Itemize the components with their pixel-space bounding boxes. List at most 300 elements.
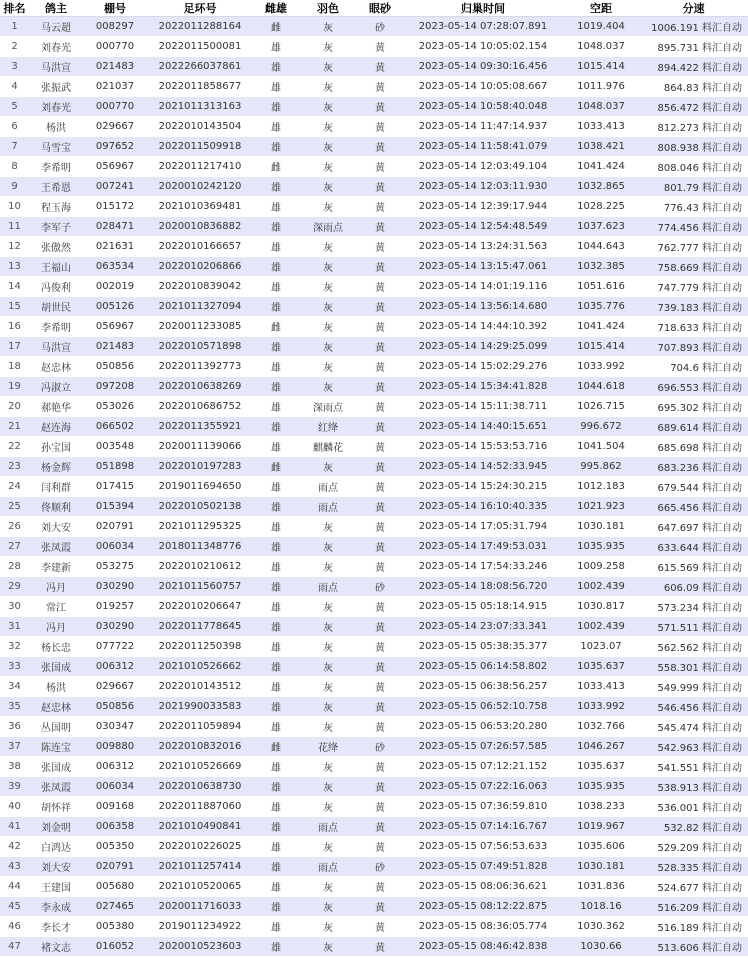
- sex-cell: 雄: [253, 877, 299, 897]
- speed-cell: 538.913 料汇自动: [639, 777, 748, 797]
- speed-cell: 606.09 料汇自动: [639, 577, 748, 597]
- eye-cell: 黄: [357, 237, 403, 257]
- arrival-cell: 2023-05-15 06:38:56.257: [403, 677, 563, 697]
- color-cell: 灰: [299, 117, 357, 137]
- rank-cell: 34: [0, 677, 29, 697]
- rank-cell: 2: [0, 37, 29, 57]
- color-cell: 灰: [299, 677, 357, 697]
- speed-cell: 542.963 料汇自动: [639, 737, 748, 757]
- owner-cell: 王希恩: [29, 177, 83, 197]
- rank-cell: 7: [0, 137, 29, 157]
- color-cell: 雨点: [299, 857, 357, 877]
- loft-cell: 056967: [83, 157, 147, 177]
- distance-cell: 1030.817: [563, 597, 639, 617]
- distance-cell: 1030.181: [563, 517, 639, 537]
- sex-cell: 雄: [253, 237, 299, 257]
- loft-cell: 027465: [83, 897, 147, 917]
- distance-cell: 1035.935: [563, 777, 639, 797]
- table-row[interactable]: [0, 417, 748, 437]
- loft-cell: 019257: [83, 597, 147, 617]
- color-cell: 灰: [299, 617, 357, 637]
- eye-cell: 黄: [357, 277, 403, 297]
- rank-cell: 1: [0, 17, 29, 37]
- owner-cell: 李建新: [29, 557, 83, 577]
- owner-cell: 闫利群: [29, 477, 83, 497]
- color-cell: 灰: [299, 637, 357, 657]
- distance-cell: 1044.643: [563, 237, 639, 257]
- sex-cell: 雄: [253, 437, 299, 457]
- table-row[interactable]: [0, 877, 748, 897]
- rank-cell: 40: [0, 797, 29, 817]
- speed-cell: 808.938 料汇自动: [639, 137, 748, 157]
- col-header-ring[interactable]: 足环号: [147, 0, 253, 17]
- ring-cell: 2022011217410: [147, 157, 253, 177]
- arrival-cell: 2023-05-14 14:29:25.099: [403, 337, 563, 357]
- arrival-cell: 2023-05-14 15:02:29.276: [403, 357, 563, 377]
- sex-cell: 雄: [253, 137, 299, 157]
- distance-cell: 1012.183: [563, 477, 639, 497]
- ring-cell: 2018011348776: [147, 537, 253, 557]
- owner-cell: 褚文志: [29, 937, 83, 957]
- arrival-cell: 2023-05-14 15:24:30.215: [403, 477, 563, 497]
- eye-cell: 黄: [357, 817, 403, 837]
- table-row[interactable]: [0, 217, 748, 237]
- distance-cell: 1032.865: [563, 177, 639, 197]
- table-row[interactable]: [0, 577, 748, 597]
- ring-cell: 2022010197283: [147, 457, 253, 477]
- ring-cell: 2020011716033: [147, 897, 253, 917]
- arrival-cell: 2023-05-15 07:12:21.152: [403, 757, 563, 777]
- speed-cell: 615.569 料汇自动: [639, 557, 748, 577]
- arrival-cell: 2023-05-14 12:39:17.944: [403, 197, 563, 217]
- color-cell: 灰: [299, 657, 357, 677]
- loft-cell: 056967: [83, 317, 147, 337]
- rank-cell: 13: [0, 257, 29, 277]
- arrival-cell: 2023-05-15 05:18:14.915: [403, 597, 563, 617]
- rank-cell: 5: [0, 97, 29, 117]
- table-row[interactable]: [0, 317, 748, 337]
- table-row[interactable]: [0, 677, 748, 697]
- ring-cell: 2022266037861: [147, 57, 253, 77]
- table-row[interactable]: [0, 77, 748, 97]
- rank-cell: 39: [0, 777, 29, 797]
- speed-cell: 524.677 料汇自动: [639, 877, 748, 897]
- table-row[interactable]: [0, 297, 748, 317]
- rank-cell: 3: [0, 57, 29, 77]
- col-header-speed[interactable]: 分速: [639, 0, 748, 17]
- eye-cell: 黄: [357, 797, 403, 817]
- col-header-arrival[interactable]: 归巢时间: [403, 0, 563, 17]
- owner-cell: 冯月: [29, 577, 83, 597]
- color-cell: 灰: [299, 697, 357, 717]
- ring-cell: 2022011392773: [147, 357, 253, 377]
- distance-cell: 1041.424: [563, 157, 639, 177]
- table-row[interactable]: [0, 657, 748, 677]
- rank-cell: 11: [0, 217, 29, 237]
- loft-cell: 097208: [83, 377, 147, 397]
- ring-cell: 2022010686752: [147, 397, 253, 417]
- arrival-cell: 2023-05-15 08:12:22.875: [403, 897, 563, 917]
- owner-cell: 杨金辉: [29, 457, 83, 477]
- loft-cell: 009880: [83, 737, 147, 757]
- speed-cell: 546.456 料汇自动: [639, 697, 748, 717]
- eye-cell: 黄: [357, 597, 403, 617]
- loft-cell: 006358: [83, 817, 147, 837]
- sex-cell: 雄: [253, 397, 299, 417]
- distance-cell: 1037.623: [563, 217, 639, 237]
- eye-cell: 黄: [357, 377, 403, 397]
- ring-cell: 2021010526662: [147, 657, 253, 677]
- ring-cell: 2022011250398: [147, 637, 253, 657]
- loft-cell: 006034: [83, 537, 147, 557]
- rank-cell: 8: [0, 157, 29, 177]
- owner-cell: 李长才: [29, 917, 83, 937]
- distance-cell: 1035.637: [563, 657, 639, 677]
- distance-cell: 1038.421: [563, 137, 639, 157]
- eye-cell: 黄: [357, 97, 403, 117]
- loft-cell: 015172: [83, 197, 147, 217]
- arrival-cell: 2023-05-14 10:58:40.048: [403, 97, 563, 117]
- speed-cell: 647.697 料汇自动: [639, 517, 748, 537]
- rank-cell: 20: [0, 397, 29, 417]
- table-row[interactable]: [0, 717, 748, 737]
- header-row: [0, 0, 748, 17]
- loft-cell: 005350: [83, 837, 147, 857]
- table-row[interactable]: [0, 637, 748, 657]
- owner-cell: 马云超: [29, 17, 83, 37]
- loft-cell: 006034: [83, 777, 147, 797]
- table-row[interactable]: [0, 117, 748, 137]
- ring-cell: 2022010206647: [147, 597, 253, 617]
- speed-cell: 774.456 料汇自动: [639, 217, 748, 237]
- color-cell: 灰: [299, 877, 357, 897]
- table-row[interactable]: [0, 277, 748, 297]
- eye-cell: 黄: [357, 497, 403, 517]
- distance-cell: 996.672: [563, 417, 639, 437]
- arrival-cell: 2023-05-14 15:53:53.716: [403, 437, 563, 457]
- table-row[interactable]: [0, 377, 748, 397]
- loft-cell: 015394: [83, 497, 147, 517]
- table-row[interactable]: [0, 137, 748, 157]
- arrival-cell: 2023-05-15 07:36:59.810: [403, 797, 563, 817]
- eye-cell: 黄: [357, 897, 403, 917]
- arrival-cell: 2023-05-14 17:54:33.246: [403, 557, 563, 577]
- ring-cell: 2021010520065: [147, 877, 253, 897]
- speed-cell: 665.456 料汇自动: [639, 497, 748, 517]
- color-cell: 灰: [299, 97, 357, 117]
- sex-cell: 雌: [253, 157, 299, 177]
- color-cell: 花绛: [299, 737, 357, 757]
- distance-cell: 1048.037: [563, 37, 639, 57]
- ring-cell: 2022011509918: [147, 137, 253, 157]
- loft-cell: 053026: [83, 397, 147, 417]
- arrival-cell: 2023-05-15 08:36:05.774: [403, 917, 563, 937]
- color-cell: 灰: [299, 277, 357, 297]
- table-row[interactable]: [0, 697, 748, 717]
- loft-cell: 021037: [83, 77, 147, 97]
- table-row[interactable]: [0, 337, 748, 357]
- color-cell: 灰: [299, 137, 357, 157]
- arrival-cell: 2023-05-15 08:06:36.621: [403, 877, 563, 897]
- sex-cell: 雄: [253, 517, 299, 537]
- table-row[interactable]: [0, 817, 748, 837]
- color-cell: 雨点: [299, 577, 357, 597]
- sex-cell: 雄: [253, 857, 299, 877]
- ring-cell: 2022010143512: [147, 677, 253, 697]
- rank-cell: 38: [0, 757, 29, 777]
- col-header-distance[interactable]: 空距: [563, 0, 639, 17]
- eye-cell: 黄: [357, 397, 403, 417]
- sex-cell: 雄: [253, 897, 299, 917]
- color-cell: 深雨点: [299, 397, 357, 417]
- loft-cell: 016052: [83, 937, 147, 957]
- ring-cell: 2020011139066: [147, 437, 253, 457]
- speed-cell: 856.472 料汇自动: [639, 97, 748, 117]
- speed-cell: 536.001 料汇自动: [639, 797, 748, 817]
- speed-cell: 683.236 料汇自动: [639, 457, 748, 477]
- table-row[interactable]: [0, 837, 748, 857]
- rank-cell: 41: [0, 817, 29, 837]
- owner-cell: 冯淑立: [29, 377, 83, 397]
- table-row[interactable]: [0, 97, 748, 117]
- rank-cell: 42: [0, 837, 29, 857]
- sex-cell: 雄: [253, 57, 299, 77]
- rank-cell: 22: [0, 437, 29, 457]
- table-row[interactable]: [0, 617, 748, 637]
- ring-cell: 2021011313163: [147, 97, 253, 117]
- sex-cell: 雄: [253, 717, 299, 737]
- table-row[interactable]: [0, 57, 748, 77]
- eye-cell: 黄: [357, 777, 403, 797]
- distance-cell: 1023.07: [563, 637, 639, 657]
- sex-cell: 雄: [253, 117, 299, 137]
- sex-cell: 雄: [253, 557, 299, 577]
- sex-cell: 雌: [253, 457, 299, 477]
- table-row[interactable]: [0, 437, 748, 457]
- eye-cell: 黄: [357, 517, 403, 537]
- speed-cell: 689.614 料汇自动: [639, 417, 748, 437]
- distance-cell: 1015.414: [563, 337, 639, 357]
- rank-cell: 27: [0, 537, 29, 557]
- eye-cell: 砂: [357, 17, 403, 37]
- ring-cell: 2022011887060: [147, 797, 253, 817]
- ring-cell: 2021011295325: [147, 517, 253, 537]
- sex-cell: 雄: [253, 197, 299, 217]
- table-row[interactable]: [0, 237, 748, 257]
- owner-cell: 刘春光: [29, 97, 83, 117]
- distance-cell: 1033.992: [563, 697, 639, 717]
- distance-cell: 1031.836: [563, 877, 639, 897]
- distance-cell: 1041.504: [563, 437, 639, 457]
- distance-cell: 1032.385: [563, 257, 639, 277]
- ring-cell: 2022010210612: [147, 557, 253, 577]
- owner-cell: 赵忠林: [29, 697, 83, 717]
- loft-cell: 030290: [83, 617, 147, 637]
- eye-cell: 黄: [357, 57, 403, 77]
- sex-cell: 雄: [253, 617, 299, 637]
- table-row[interactable]: [0, 497, 748, 517]
- col-header-sex[interactable]: 雌雄: [253, 0, 299, 17]
- distance-cell: 1044.618: [563, 377, 639, 397]
- sex-cell: 雄: [253, 357, 299, 377]
- ring-cell: 2022010638269: [147, 377, 253, 397]
- speed-cell: 776.43 料汇自动: [639, 197, 748, 217]
- owner-cell: 张国成: [29, 757, 83, 777]
- col-header-eye[interactable]: 眼砂: [357, 0, 403, 17]
- distance-cell: 1002.439: [563, 617, 639, 637]
- table-row[interactable]: [0, 797, 748, 817]
- color-cell: 灰: [299, 777, 357, 797]
- table-row[interactable]: [0, 917, 748, 937]
- rank-cell: 31: [0, 617, 29, 637]
- table-row[interactable]: [0, 537, 748, 557]
- eye-cell: 黄: [357, 537, 403, 557]
- sex-cell: 雄: [253, 777, 299, 797]
- col-header-rank[interactable]: 排名: [0, 0, 29, 17]
- loft-cell: 051898: [83, 457, 147, 477]
- owner-cell: 张凤霞: [29, 777, 83, 797]
- owner-cell: 常江: [29, 597, 83, 617]
- table-row[interactable]: [0, 37, 748, 57]
- loft-cell: 005380: [83, 917, 147, 937]
- speed-cell: 801.79 料汇自动: [639, 177, 748, 197]
- table-row[interactable]: [0, 857, 748, 877]
- sex-cell: 雄: [253, 577, 299, 597]
- rank-cell: 21: [0, 417, 29, 437]
- table-row[interactable]: [0, 17, 748, 37]
- ring-cell: 2022010839042: [147, 277, 253, 297]
- ring-cell: 2020010836882: [147, 217, 253, 237]
- owner-cell: 张国成: [29, 657, 83, 677]
- arrival-cell: 2023-05-14 18:08:56.720: [403, 577, 563, 597]
- owner-cell: 胡怀祥: [29, 797, 83, 817]
- distance-cell: 1038.233: [563, 797, 639, 817]
- eye-cell: 黄: [357, 877, 403, 897]
- table-row[interactable]: [0, 457, 748, 477]
- distance-cell: 1019.967: [563, 817, 639, 837]
- owner-cell: 王福山: [29, 257, 83, 277]
- speed-cell: 529.209 料汇自动: [639, 837, 748, 857]
- rank-cell: 44: [0, 877, 29, 897]
- owner-cell: 王建国: [29, 877, 83, 897]
- table-row[interactable]: [0, 177, 748, 197]
- ring-cell: 2020011233085: [147, 317, 253, 337]
- table-row[interactable]: [0, 777, 748, 797]
- loft-cell: 020791: [83, 857, 147, 877]
- eye-cell: 砂: [357, 577, 403, 597]
- owner-cell: 李军子: [29, 217, 83, 237]
- speed-cell: 532.82 料汇自动: [639, 817, 748, 837]
- rank-cell: 4: [0, 77, 29, 97]
- ring-cell: 2019011234922: [147, 917, 253, 937]
- eye-cell: 黄: [357, 357, 403, 377]
- sex-cell: 雄: [253, 697, 299, 717]
- arrival-cell: 2023-05-15 06:14:58.802: [403, 657, 563, 677]
- arrival-cell: 2023-05-14 15:11:38.711: [403, 397, 563, 417]
- color-cell: 红绛: [299, 417, 357, 437]
- speed-cell: 1006.191 料汇自动: [639, 17, 748, 37]
- eye-cell: 黄: [357, 657, 403, 677]
- table-row[interactable]: [0, 557, 748, 577]
- table-row[interactable]: [0, 397, 748, 417]
- owner-cell: 刘大安: [29, 517, 83, 537]
- table-row[interactable]: [0, 757, 748, 777]
- arrival-cell: 2023-05-14 15:34:41.828: [403, 377, 563, 397]
- color-cell: 灰: [299, 357, 357, 377]
- ring-cell: 2022011355921: [147, 417, 253, 437]
- sex-cell: 雄: [253, 837, 299, 857]
- arrival-cell: 2023-05-14 13:56:14.680: [403, 297, 563, 317]
- loft-cell: 029667: [83, 117, 147, 137]
- table-row[interactable]: [0, 737, 748, 757]
- color-cell: 雨点: [299, 497, 357, 517]
- distance-cell: 1041.424: [563, 317, 639, 337]
- eye-cell: 黄: [357, 297, 403, 317]
- color-cell: 灰: [299, 337, 357, 357]
- sex-cell: 雄: [253, 537, 299, 557]
- owner-cell: 孙宝国: [29, 437, 83, 457]
- col-header-loft[interactable]: 棚号: [83, 0, 147, 17]
- table-row[interactable]: [0, 357, 748, 377]
- table-row[interactable]: [0, 197, 748, 217]
- loft-cell: 030290: [83, 577, 147, 597]
- ring-cell: 2020010242120: [147, 177, 253, 197]
- table-row[interactable]: [0, 157, 748, 177]
- owner-cell: 刘金明: [29, 817, 83, 837]
- sex-cell: 雄: [253, 417, 299, 437]
- color-cell: 灰: [299, 557, 357, 577]
- loft-cell: 009168: [83, 797, 147, 817]
- speed-cell: 696.553 料汇自动: [639, 377, 748, 397]
- loft-cell: 097652: [83, 137, 147, 157]
- eye-cell: 黄: [357, 837, 403, 857]
- distance-cell: 1035.776: [563, 297, 639, 317]
- sex-cell: 雄: [253, 277, 299, 297]
- table-row[interactable]: [0, 937, 748, 957]
- table-row[interactable]: [0, 597, 748, 617]
- eye-cell: 黄: [357, 77, 403, 97]
- table-row[interactable]: [0, 517, 748, 537]
- table-row[interactable]: [0, 477, 748, 497]
- owner-cell: 丛国明: [29, 717, 83, 737]
- eye-cell: 黄: [357, 157, 403, 177]
- color-cell: 灰: [299, 837, 357, 857]
- table-row[interactable]: [0, 897, 748, 917]
- color-cell: 灰: [299, 377, 357, 397]
- arrival-cell: 2023-05-14 13:15:47.061: [403, 257, 563, 277]
- col-header-owner[interactable]: 鸽主: [29, 0, 83, 17]
- color-cell: 灰: [299, 297, 357, 317]
- loft-cell: 002019: [83, 277, 147, 297]
- eye-cell: 黄: [357, 937, 403, 957]
- loft-cell: 029667: [83, 677, 147, 697]
- distance-cell: 1046.267: [563, 737, 639, 757]
- table-row[interactable]: [0, 257, 748, 277]
- ring-cell: 2022011858677: [147, 77, 253, 97]
- color-cell: 灰: [299, 317, 357, 337]
- loft-cell: 007241: [83, 177, 147, 197]
- ring-cell: 2022011059894: [147, 717, 253, 737]
- loft-cell: 021631: [83, 237, 147, 257]
- ring-cell: 2021010490841: [147, 817, 253, 837]
- distance-cell: 1035.637: [563, 757, 639, 777]
- loft-cell: 000770: [83, 97, 147, 117]
- sex-cell: 雄: [253, 177, 299, 197]
- speed-cell: 864.83 料汇自动: [639, 77, 748, 97]
- speed-cell: 894.422 料汇自动: [639, 57, 748, 77]
- col-header-color[interactable]: 羽色: [299, 0, 357, 17]
- loft-cell: 028471: [83, 217, 147, 237]
